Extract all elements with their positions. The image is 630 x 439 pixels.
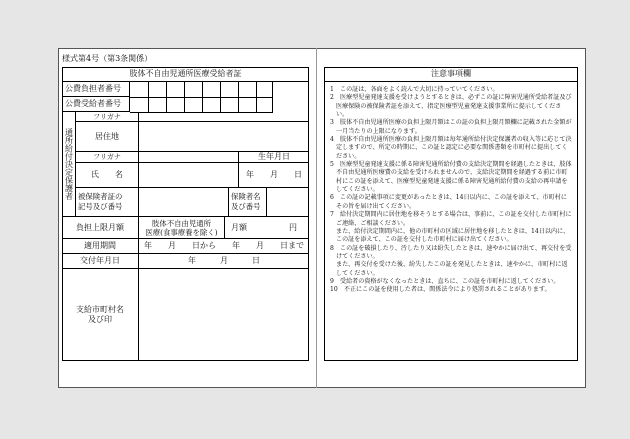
issue-date-label: 交付年月日 (62, 254, 139, 269)
fold-line (316, 48, 317, 388)
form-number-label: 様式第4号（第3条関係） (62, 54, 153, 63)
note-item: 9 受給者の資格がなくなったときは、直ちに、この証を市町村に返してください。 (330, 277, 560, 285)
insured-card-field (139, 188, 229, 217)
note-item: 8 この証を破損したり、汚したり又は紛失したときは、速やかに届け出て、再交付を受けてください。 (330, 244, 572, 260)
monthly-cap-description: 肢体不自由児通所 医療(食事療養を除く) (139, 217, 225, 239)
period-label: 適用期間 (62, 239, 139, 254)
notes-list (330, 86, 572, 295)
note-item: 6 この証の記載事項に変更があったときは、14日以内に、この証を添えて、市町村にその旨を届け出てください。 (330, 194, 567, 210)
monthly-cap-prefix: 月額 (225, 217, 265, 239)
guardian-side-label-cell (62, 112, 76, 217)
card-title: 肢体不自由児通所医療受給者証 (62, 67, 309, 82)
insurer-label: 保険者名 及び番号 (229, 188, 267, 217)
issuer-label: 支給市町村名 及び印 (62, 269, 139, 361)
name-label: 氏 名 (76, 163, 139, 188)
recipient-number-digits (130, 97, 273, 113)
monthly-cap-unit: 円 (265, 217, 309, 239)
monthly-cap-label: 負担上限月額 (62, 217, 139, 239)
furigana-label-2: フリガナ (76, 152, 139, 163)
payer-number-digits (130, 82, 273, 98)
guardian-side-label: 通所給付決定保護者 (64, 128, 74, 200)
name-field (139, 163, 239, 188)
note-item-sub: また、再交付を受けた後、紛失したこの証を発見したときは、速やかに、市町村に返してください。 (336, 261, 568, 277)
furigana-label-1: フリガナ (76, 112, 139, 122)
address-label: 居住地 (76, 122, 139, 152)
note-item: 3 肢体不自由児通所医療の負担上限月額はこの証の負担上限月額欄に記載された金額が一月当たりの上限になります。 (330, 119, 572, 135)
note-item-sub: また、給付決定期間内に、他の市町村の区域に居住地を移したときは、14日以内に、この証を添えて、この証を交付した市町村に届け出てください。 (336, 227, 570, 244)
issue-date-field: 年 月 日 (139, 254, 309, 269)
note-item: 5 医療型児童発達支援に係る障害児通所給付費の支給決定期間を経過したときは、肢体不自由児通所医療費の支給を受けられませんので、支給決定期間を経過する前に市町村にこの証を添えて、医療型児童発達支援に係る障害児通所給付費の支給の再申請をしてください。 (330, 161, 572, 194)
issuer-seal-field (139, 269, 309, 361)
address-field (139, 122, 309, 152)
birthdate-field: 年 月 日 (239, 163, 309, 188)
insurer-field (267, 188, 309, 217)
note-item: 4 肢体不自由児通所医療の負担上限月額は毎年通所給付決定保護者の収入等に応じて決定しますので、所定の時期に、この証と認定に必要な関係書類を市町村に提出してください。 (330, 136, 572, 160)
birthdate-label: 生年月日 (239, 152, 309, 163)
note-item: 10 不正にこの証を使用した者は、関係法令により処罰されることがあります。 (330, 286, 551, 294)
furigana-field-1 (139, 112, 309, 122)
note-item: 7 給付決定期間内に居住地を移そうとする場合は、事前に、この証を交付した市町村にご連絡、ご相談ください。 (330, 211, 572, 227)
note-item: 2 医療型児童発達支援を受けようとするときは、必ずこの証に障害児通所受給者証及び医療保険の被保険者証を添えて、指定医療型児童発達支援事業所に提示してください。 (330, 94, 572, 119)
payer-number-label: 公費負担者番号 (62, 82, 130, 97)
period-field: 年 月 日から 年 月 日まで (139, 239, 309, 254)
furigana-field-2 (139, 152, 239, 163)
insured-card-label: 被保険者証の 記号及び番号 (76, 188, 139, 217)
recipient-number-label: 公費受給者番号 (62, 97, 130, 112)
notes-title: 注意事項欄 (324, 67, 578, 82)
note-item: 1 この証は、各面をよく読んで大切に持っていてください。 (330, 86, 499, 93)
